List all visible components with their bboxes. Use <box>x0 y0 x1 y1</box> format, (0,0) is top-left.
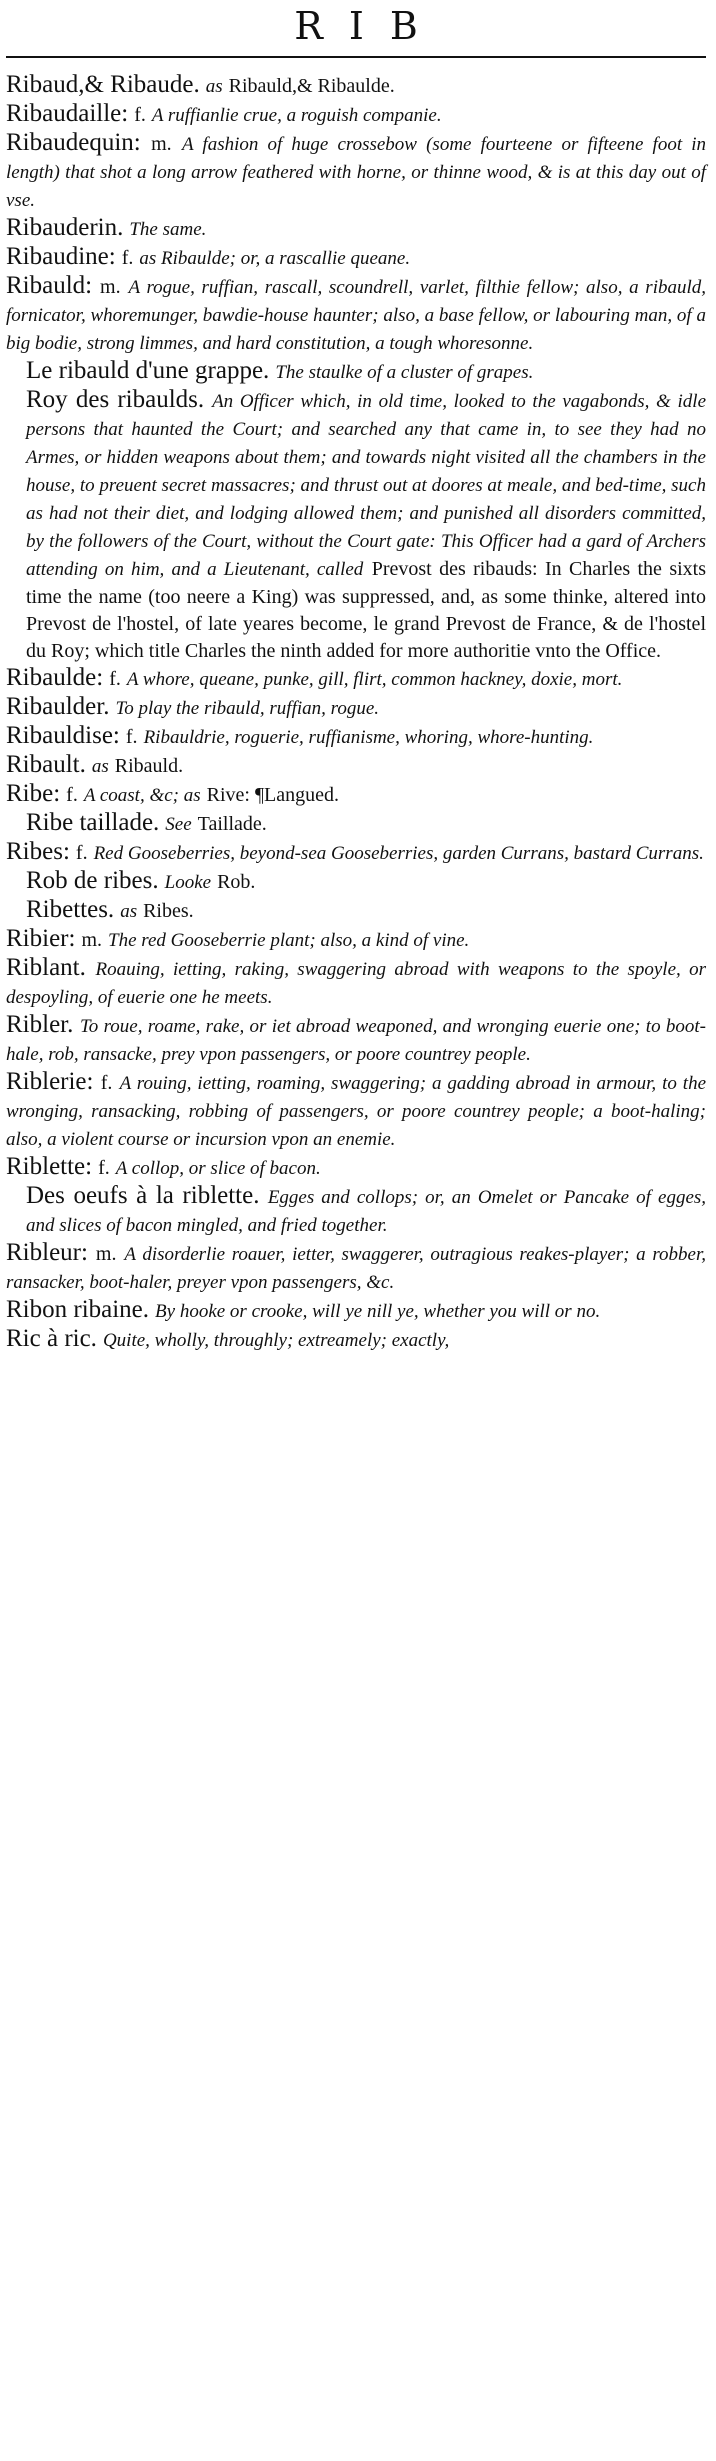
dictionary-entry <box>6 694 706 722</box>
entry-headword: Ribier: <box>6 925 76 952</box>
entry-definition: Red Gooseberries, beyond-sea Gooseberries, garden Currans, bastard Currans. <box>93 843 704 864</box>
entry-headword: Ribault. <box>6 751 86 778</box>
entry-headword: Ribauldise: <box>6 722 120 749</box>
entry-definition: A rouing, ietting, roaming, swaggering; a gadding abroad in armour, to the wronging, ransacking, robbing of passengers, or poore countrey people; a boot-haling; also, a violent course or incursion vpon an enemie. <box>6 1073 707 1150</box>
entry-headword: Ribaudaille: <box>6 100 129 127</box>
entry-list <box>6 72 706 1354</box>
entry-gender: m. <box>81 929 102 951</box>
entry-definition: Quite, wholly, throughly; extreamely; exactly, <box>102 1330 450 1351</box>
entry-cross-reference: Prevost des ribauds: In Charles the sixts time the name (too neere a King) was suppressed, and, as some thinke, altered into Prevost de l'hostel, of late yeares become, le grand Prevost de France, & de l'hostel du Roy; which title Charles the ninth added for more authoritie vnto the Office. <box>26 558 707 662</box>
dictionary-page <box>6 0 706 1355</box>
entry-headword: Ribauderin. <box>6 214 124 241</box>
entry-headword: Ribon ribaine. <box>6 1296 150 1323</box>
entry-headword: Riblant. <box>6 954 86 981</box>
entry-headword: Rob de ribes. <box>26 867 159 894</box>
dictionary-entry <box>6 130 706 214</box>
dictionary-entry <box>6 215 706 243</box>
entry-definition: To play the ribauld, ruffian, rogue. <box>115 698 380 719</box>
dictionary-entry <box>6 1240 706 1296</box>
entry-definition: A coast, &c; as <box>83 785 201 806</box>
entry-definition: as <box>91 756 109 777</box>
dictionary-entry <box>6 72 706 100</box>
dictionary-entry <box>6 244 706 272</box>
dictionary-entry <box>6 101 706 129</box>
entry-definition: Ribauldrie, roguerie, ruffianisme, whoring, whore-hunting. <box>143 727 594 748</box>
dictionary-entry <box>6 1154 706 1182</box>
entry-definition: See <box>165 814 192 835</box>
header-rule <box>6 56 706 58</box>
entry-definition: The red Gooseberrie plant; also, a kind of vine. <box>108 930 470 951</box>
entry-headword: Ribaudequin: <box>6 129 141 156</box>
entry-definition: A fashion of huge crossebow (some fourteene or fifteene foot in length) that shot a long arrow feathered with horne, or thinne wood, & is at this day out of vse. <box>6 134 706 211</box>
entry-gender: f. <box>134 104 146 126</box>
entry-headword: Le ribauld d'une grappe. <box>26 357 270 384</box>
entry-definition: as Ribaulde; or, a rascallie queane. <box>139 248 411 269</box>
entry-definition: The same. <box>129 219 207 240</box>
dictionary-entry <box>6 273 706 357</box>
dictionary-entry <box>6 358 706 386</box>
entry-definition: Looke <box>164 872 212 893</box>
dictionary-entry <box>6 1012 706 1068</box>
dictionary-entry <box>6 897 706 925</box>
dictionary-entry <box>6 752 706 780</box>
entry-gender: f. <box>100 1072 113 1094</box>
entry-gender: f. <box>121 247 134 269</box>
entry-cross-reference: Taillade. <box>197 813 267 835</box>
entry-cross-reference: Ribauld,& Ribaulde. <box>228 75 395 97</box>
entry-cross-reference: Ribes. <box>143 900 194 922</box>
entry-definition: To roue, roame, rake, or iet abroad weaponed, and wronging euerie one; to boot-hale, rob, ransacke, prey vpon passengers, or poore countrey people. <box>6 1016 707 1065</box>
dictionary-entry <box>6 810 706 838</box>
dictionary-entry <box>6 665 706 693</box>
entry-headword: Riblerie: <box>6 1068 94 1095</box>
entry-definition: as <box>120 901 138 922</box>
entry-headword: Ribe taillade. <box>26 809 160 836</box>
entry-definition: Roauing, ietting, raking, swaggering abroad with weapons to the spoyle, or despoyling, of euerie one he meets. <box>6 959 707 1008</box>
entry-definition: A rogue, ruffian, rascall, scoundrell, varlet, filthie fellow; also, a ribauld, fornicator, whoremunger, bawdie-house haunter; also, a base fellow, or labouring man, of a big bodie, strong limmes, and hard constitution, a tough whoresonne. <box>6 277 707 354</box>
entry-definition: A disorderlie roauer, ietter, swaggerer, outragious reakes-player; a robber, ransacker, boot-haler, preyer vpon passengers, &c. <box>6 1244 707 1293</box>
entry-headword: Ribaud,& Ribaude. <box>6 71 200 98</box>
entry-gender: m. <box>95 1243 117 1265</box>
entry-definition: A ruffianlie crue, a roguish companie. <box>151 105 442 126</box>
dictionary-entry <box>6 1297 706 1325</box>
entry-cross-reference: Rive: ¶Langued. <box>206 784 340 806</box>
entry-gender: f. <box>66 784 78 806</box>
dictionary-entry <box>6 868 706 896</box>
entry-gender: f. <box>75 842 88 864</box>
dictionary-entry <box>6 839 706 867</box>
entry-headword: Ribaulder. <box>6 693 110 720</box>
entry-headword: Ribaudine: <box>6 243 116 270</box>
entry-gender: f. <box>98 1157 110 1179</box>
entry-headword: Riblette: <box>6 1153 93 1180</box>
entry-gender: f. <box>125 726 138 748</box>
entry-cross-reference: Rob. <box>217 871 256 893</box>
entry-definition: The staulke of a cluster of grapes. <box>275 362 534 383</box>
dictionary-entry <box>6 387 706 664</box>
entry-gender: f. <box>109 668 121 690</box>
entry-headword: Ribaulde: <box>6 664 104 691</box>
entry-definition: By hooke or crooke, will ye nill ye, whether you will or no. <box>155 1301 601 1322</box>
entry-headword: Ribleur: <box>6 1239 88 1266</box>
entry-headword: Ribe: <box>6 780 61 807</box>
dictionary-entry <box>6 1069 706 1153</box>
entry-definition: A collop, or slice of bacon. <box>115 1158 321 1179</box>
entry-headword: Ric à ric. <box>6 1325 97 1352</box>
page-header: RIB <box>294 4 444 48</box>
dictionary-entry <box>6 926 706 954</box>
entry-headword: Ribettes. <box>26 896 115 923</box>
entry-definition: Egges and collops; or, an Omelet or Pancake of egges, and slices of bacon mingled, and fried together. <box>26 1187 707 1236</box>
entry-headword: Ribler. <box>6 1011 74 1038</box>
dictionary-entry <box>6 1183 706 1239</box>
entry-gender: m. <box>100 276 121 298</box>
entry-headword: Roy des ribaulds. <box>26 386 205 413</box>
dictionary-entry <box>6 781 706 809</box>
entry-gender: m. <box>151 133 172 155</box>
dictionary-entry <box>6 1326 706 1354</box>
entry-definition: An Officer which, in old time, looked to the vagabonds, & idle persons that haunted the Court; and searched any that came in, to see they had no Armes, or hidden weapons about them; and towards night visited all the chambers in the house, to preuent secret massacres; and thrust out at doores at meale, and bed-time, such as had not their diet, and lodging allowed them; and punished all disorders committed, by the followers of the Court, without the Court gate: This Officer had a gard of Archers attending on him, and a Lieutenant, called <box>26 391 707 580</box>
entry-headword: Ribes: <box>6 838 70 865</box>
entry-cross-reference: Ribauld. <box>114 755 184 777</box>
dictionary-entry <box>6 955 706 1011</box>
entry-headword: Des oeufs à la riblette. <box>26 1182 260 1209</box>
dictionary-entry <box>6 723 706 751</box>
entry-definition: as <box>205 76 223 97</box>
entry-definition: A whore, queane, punke, gill, flirt, common hackney, doxie, mort. <box>126 669 623 690</box>
entry-headword: Ribauld: <box>6 272 93 299</box>
